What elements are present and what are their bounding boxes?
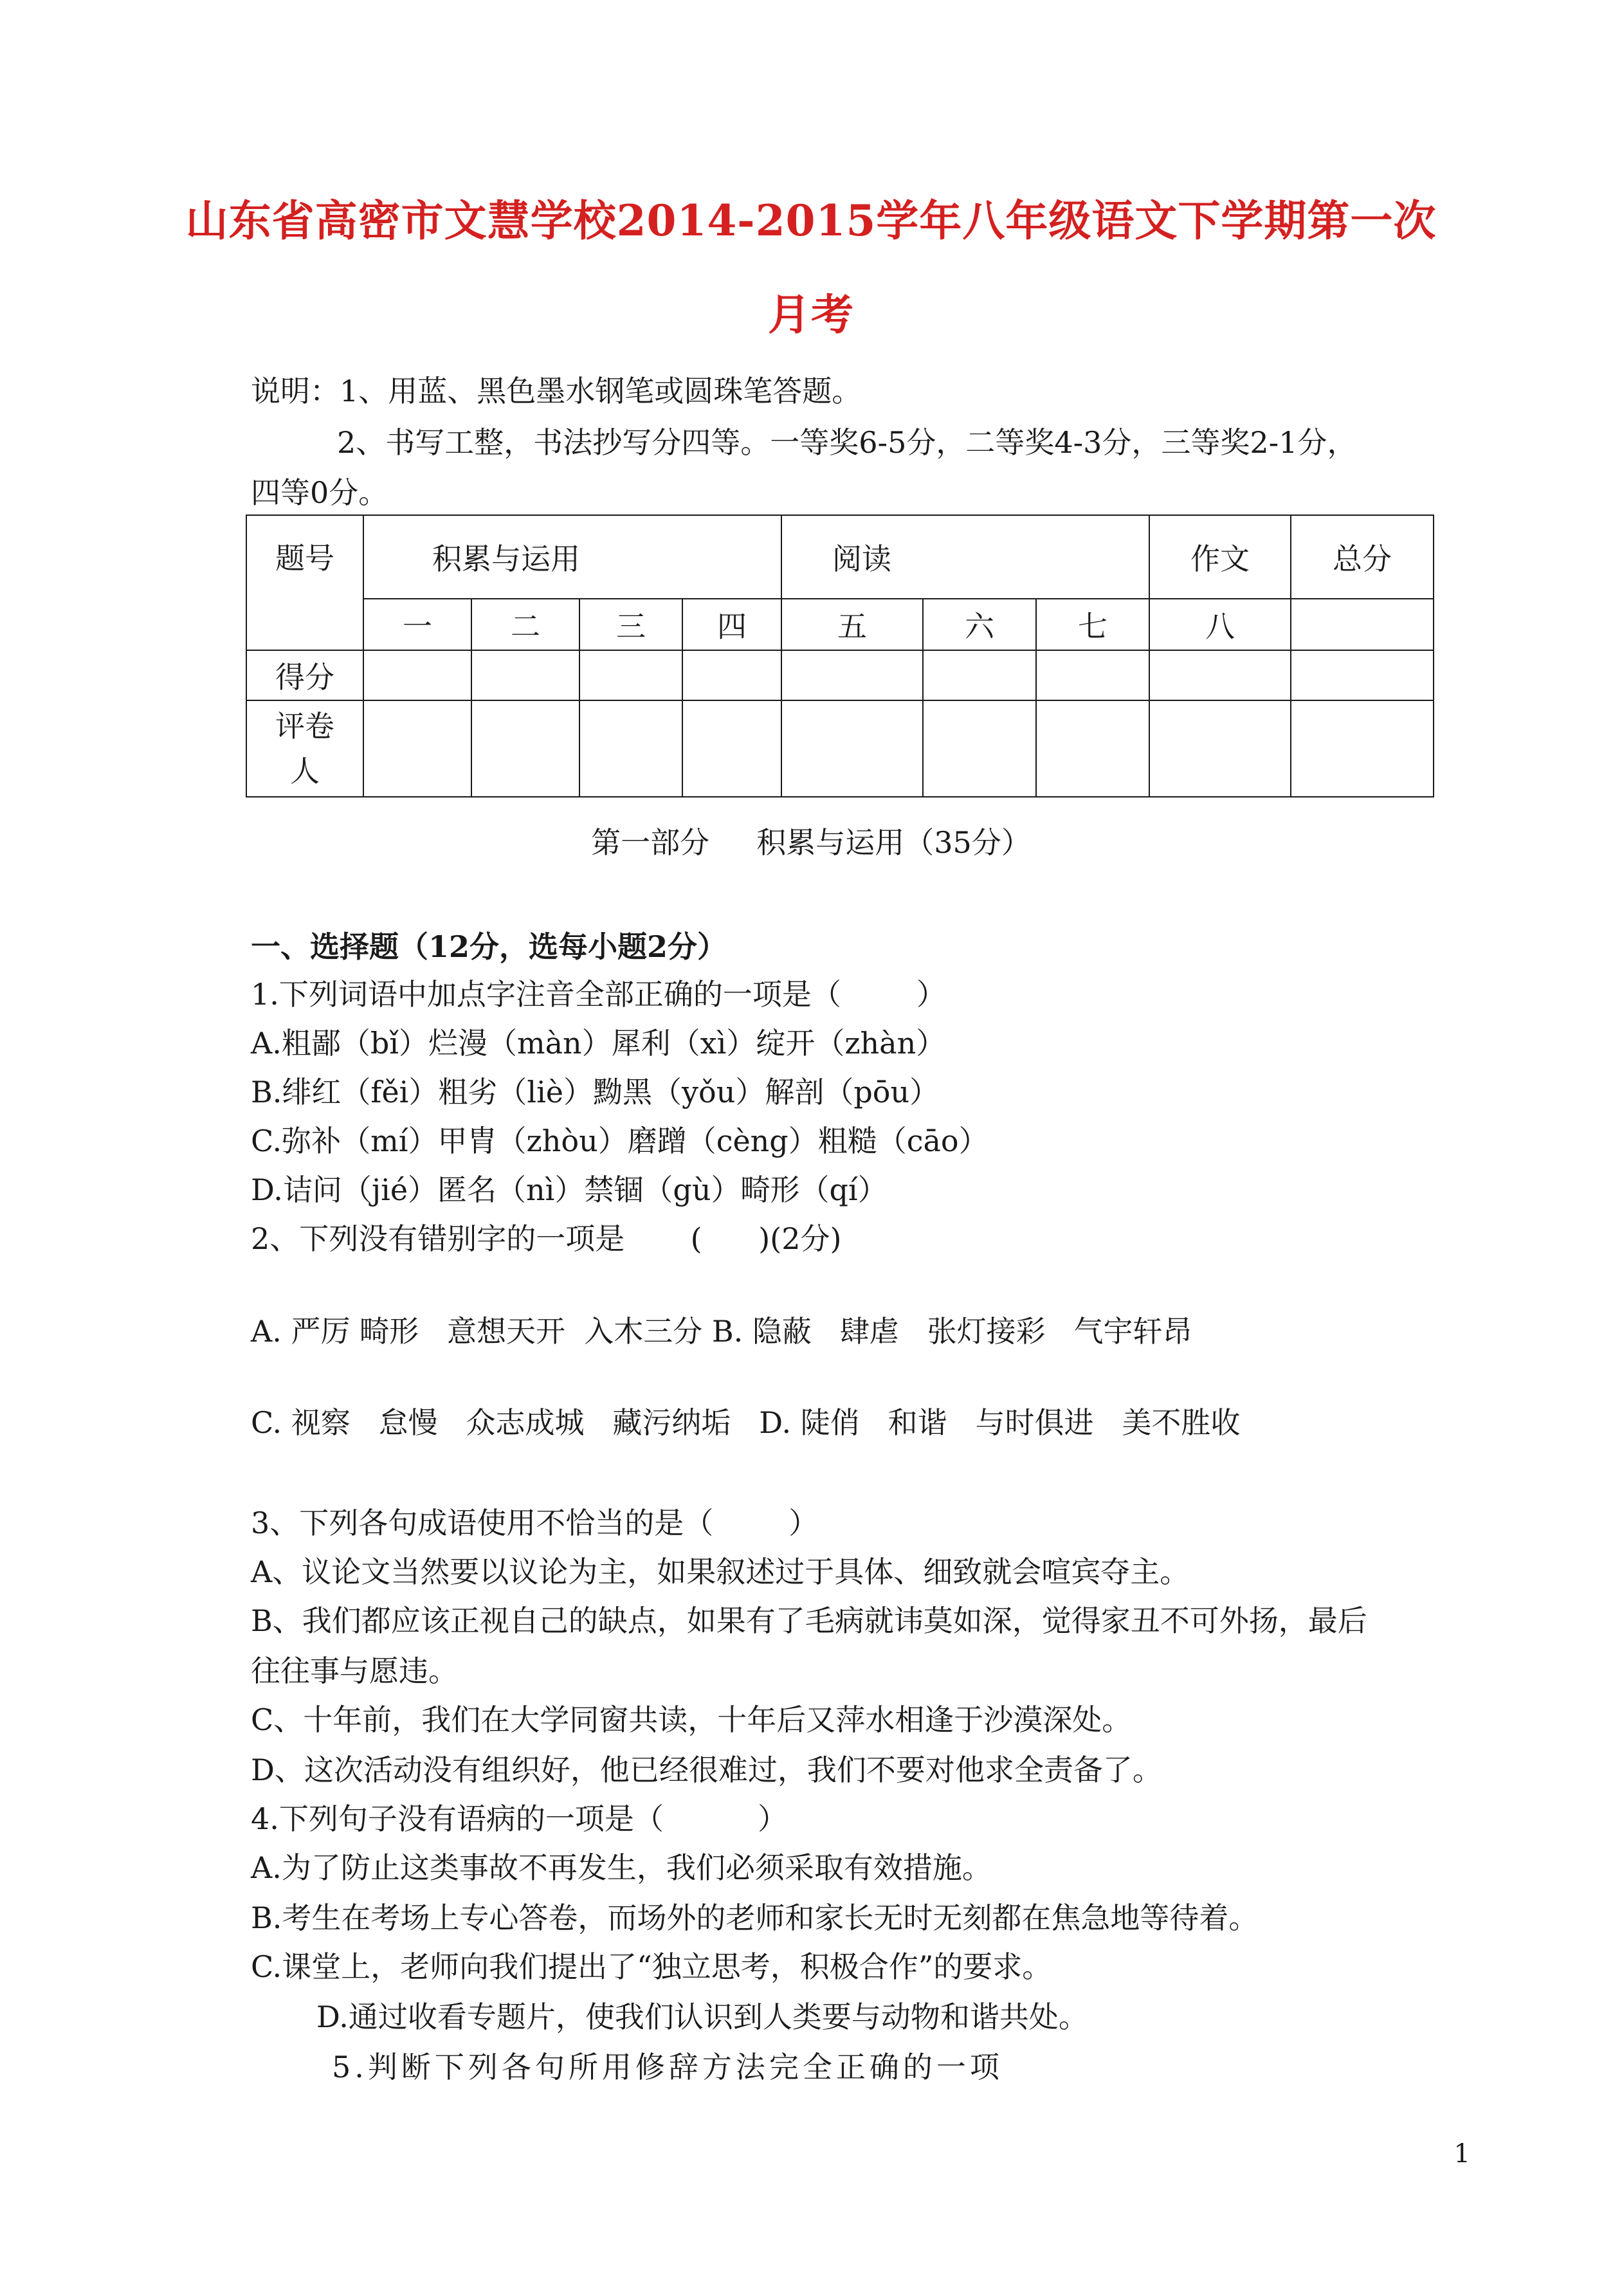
- row-grader-label: [246, 700, 363, 797]
- document-title-line1: 山东省高密市文慧学校2014-2015学年八年级语文下学期第一次: [185, 196, 1437, 246]
- q1-option-b: B.绯红（fěi）粗劣（liè）黝黑（yǒu）解剖（pōu）: [251, 1075, 940, 1109]
- score-input-cell: [1149, 650, 1291, 700]
- q3-option-b: B、我们都应该正视自己的缺点，如果有了毛病就讳莫如深，觉得家丑不可外扬，最后: [251, 1603, 1367, 1638]
- row-score-label: 得分: [246, 650, 363, 700]
- grader-input-cell: [579, 700, 682, 797]
- grader-input-cell: [923, 700, 1036, 797]
- q1-stem: 1.下列词语中加点字注音全部正确的一项是（ ）: [251, 977, 946, 1012]
- group-writing-cell: 作文: [1149, 515, 1291, 599]
- q4-option-c: C.课堂上，老师向我们提出了“独立思考，积极合作”的要求。: [251, 1949, 1052, 1984]
- score-input-cell: [471, 650, 579, 700]
- header-label-cell: 题号: [246, 515, 363, 650]
- q1-option-a: A.粗鄙（bǐ）烂漫（màn）犀利（xì）绽开（zhàn）: [251, 1026, 946, 1061]
- q2-stem: 2、下列没有错别字的一项是 ( )(2分): [251, 1221, 842, 1256]
- score-input-cell: [1291, 650, 1434, 700]
- score-input-cell: [682, 650, 781, 700]
- number-cell: 六: [923, 599, 1036, 650]
- q4-stem: 4.下列句子没有语病的一项是（ ）: [251, 1801, 788, 1836]
- grader-input-cell: [1291, 700, 1434, 797]
- score-input-cell: [781, 650, 923, 700]
- q4-option-d: D.通过收看专题片，使我们认识到人类要与动物和谐共处。: [316, 2000, 1088, 2034]
- number-cell: 二: [471, 599, 579, 650]
- empty-cell: [1291, 599, 1434, 650]
- grader-input-cell: [682, 700, 781, 797]
- section1-heading: 一、选择题（12分，选每小题2分）: [251, 929, 727, 964]
- q4-option-a: A.为了防止这类事故不再发生，我们必须采取有效措施。: [251, 1850, 992, 1885]
- grader-input-cell: [471, 700, 579, 797]
- q1-option-d: D.诘问（jié）匿名（nì）禁锢（gù）畸形（qí）: [251, 1172, 888, 1207]
- score-input-cell: [923, 650, 1036, 700]
- number-cell: 一: [363, 599, 471, 650]
- group-reading-cell: 阅读: [781, 515, 1149, 599]
- instruction-2: 2、书写工整，书法抄写分四等。一等奖6-5分，二等奖4-3分，三等奖2-1分，: [337, 425, 1357, 460]
- q2-options-cd: C. 视察 怠慢 众志成城 藏污纳垢 D. 陡俏 和谐 与时俱进 美不胜收: [251, 1405, 1241, 1440]
- grader-label-line2: 人: [290, 754, 320, 788]
- q5-stem: 5.判断下列各句所用修辞方法完全正确的一项: [332, 2050, 1003, 2084]
- q1-option-c: C.弥补（mí）甲胄（zhòu）磨蹭（cèng）粗糙（cāo）: [251, 1124, 989, 1158]
- number-cell: 四: [682, 599, 781, 650]
- number-cell: 三: [579, 599, 682, 650]
- grader-input-cell: [363, 700, 471, 797]
- grader-input-cell: [1036, 700, 1149, 797]
- number-cell: 五: [781, 599, 923, 650]
- score-input-cell: [1036, 650, 1149, 700]
- group-total-cell: 总分: [1291, 515, 1434, 599]
- q3-option-b-cont: 往往事与愿违。: [251, 1654, 458, 1688]
- number-cell: 八: [1149, 599, 1291, 650]
- q3-option-a: A、议论文当然要以议论为主，如果叙述过于具体、细致就会喧宾夺主。: [251, 1554, 1190, 1589]
- grader-input-cell: [781, 700, 923, 797]
- q2-options-ab: A. 严厉 畸形 意想天开 入木三分 B. 隐蔽 肆虐 张灯接彩 气宇轩昂: [251, 1314, 1192, 1349]
- score-table: [246, 515, 1434, 797]
- q4-option-b: B.考生在考场上专心答卷，而场外的老师和家长无时无刻都在焦急地等待着。: [251, 1900, 1259, 1935]
- score-input-cell: [363, 650, 471, 700]
- grader-label-line1: 评卷: [275, 709, 334, 743]
- q3-option-c: C、十年前，我们在大学同窗共读，十年后又萍水相逢于沙漠深处。: [251, 1702, 1132, 1737]
- instruction-1: 说明：1、用蓝、黑色墨水钢笔或圆珠笔答题。: [251, 374, 862, 408]
- group-accum-cell: 积累与运用: [363, 515, 781, 599]
- q3-option-d: D、这次活动没有组织好，他已经很难过，我们不要对他求全责备了。: [251, 1753, 1162, 1787]
- number-cell: 七: [1036, 599, 1149, 650]
- document-title-line2: 月考: [768, 289, 854, 340]
- grader-input-cell: [1149, 700, 1291, 797]
- instruction-2-cont: 四等0分。: [251, 475, 388, 510]
- score-input-cell: [579, 650, 682, 700]
- q3-stem: 3、下列各句成语使用不恰当的是（ ）: [251, 1506, 819, 1540]
- page-number: 1: [1453, 2139, 1470, 2169]
- part-heading: 第一部分 积累与运用（35分）: [591, 825, 1031, 860]
